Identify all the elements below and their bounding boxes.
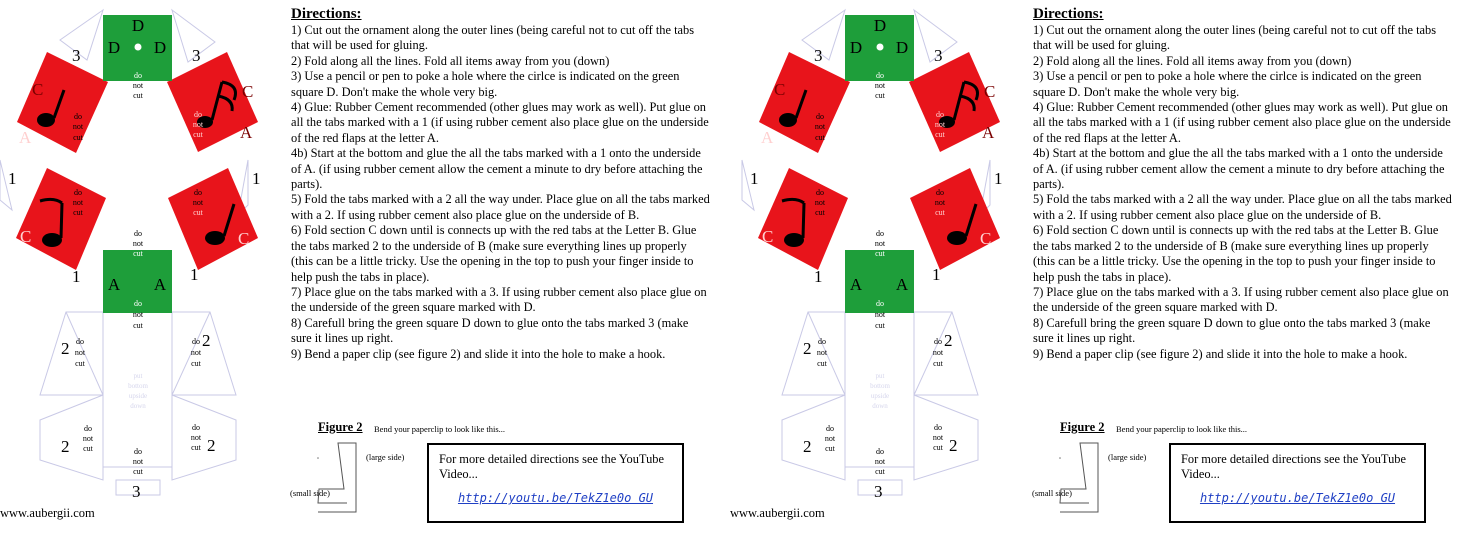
svg-text:cut: cut <box>73 208 83 217</box>
svg-text:2: 2 <box>202 331 211 350</box>
letter-a: A <box>761 128 774 147</box>
svg-text:2: 2 <box>61 339 70 358</box>
directions-text <box>1033 6 1453 362</box>
svg-text:cut: cut <box>193 130 203 139</box>
direction-step: 5) Fold the tabs marked with a 2 all the way under. Place glue on all the tabs marked with a 2. If using rubber cement also place glue on the underside of B. <box>291 192 710 222</box>
letter-d: D <box>873 16 887 35</box>
svg-text:cut: cut <box>133 249 143 258</box>
svg-text:not: not <box>72 122 84 131</box>
svg-text:not: not <box>72 198 84 207</box>
letter-c: C <box>984 82 996 101</box>
svg-text:do: do <box>936 188 944 197</box>
svg-text:do: do <box>876 229 884 238</box>
svg-text:cut: cut <box>133 91 143 100</box>
paperclip-figure <box>318 443 356 512</box>
svg-text:upside: upside <box>128 392 148 400</box>
svg-text:1: 1 <box>72 267 81 286</box>
ornament-sheet-left <box>0 0 720 542</box>
svg-text:not: not <box>192 120 204 129</box>
video-info-box <box>1169 443 1426 523</box>
direction-step: 4b) Start at the bottom and glue the all the tabs marked with a 1 onto the underside of A. (if using rubber cement allow the cement a minute to dry before attaching the parts). <box>1033 146 1445 192</box>
video-info-box <box>427 443 684 523</box>
svg-text:not: not <box>934 198 946 207</box>
svg-text:3: 3 <box>814 46 823 65</box>
svg-text:1: 1 <box>252 169 261 188</box>
directions-title: Directions: <box>291 6 362 22</box>
svg-text:1: 1 <box>932 265 941 284</box>
svg-text:do: do <box>934 337 942 346</box>
svg-text:cut: cut <box>875 321 885 330</box>
svg-text:2: 2 <box>803 339 812 358</box>
svg-text:cut: cut <box>935 130 945 139</box>
letter-a: A <box>849 275 863 294</box>
svg-text:not: not <box>132 239 144 248</box>
direction-step: 9) Bend a paper clip (see figure 2) and slide it into the hole to make a hook. <box>1033 346 1408 361</box>
direction-step: 6) Fold section C down until is connects up with the red tabs at the Letter B. Glue the tabs marked 2 to the underside of B (make sure everything lines up properly (this can be a little tricky. Use the opening in the top to push your finger inside to help push the tabs in place). <box>1033 223 1439 284</box>
direction-step: 1) Cut out the ornament along the outer lines (being careful not to cut off the tabs that will be used for gluing. <box>1033 23 1437 53</box>
svg-text:do: do <box>194 188 202 197</box>
svg-text:1: 1 <box>8 169 17 188</box>
svg-text:do: do <box>816 188 824 197</box>
svg-text:not: not <box>816 348 828 357</box>
svg-text:do: do <box>76 337 84 346</box>
direction-step: 7) Place glue on the tabs marked with a 3. If using rubber cement also place glue on the underside of the green square marked with D. <box>1033 284 1449 315</box>
figure-title: Figure 2 <box>318 420 363 434</box>
svg-text:cut: cut <box>191 359 201 368</box>
svg-text:do: do <box>74 112 82 121</box>
direction-step: 8) Carefull bring the green square D down to glue onto the tabs marked 3 (make sure it lines up right. <box>291 315 689 346</box>
ornament-sheet-right <box>730 0 1452 542</box>
letter-c: C <box>238 229 250 248</box>
svg-text:do: do <box>134 71 142 80</box>
svg-text:cut: cut <box>935 208 945 217</box>
svg-text:2: 2 <box>949 436 958 455</box>
svg-text:not: not <box>132 310 144 319</box>
faint-orientation-text <box>870 372 890 410</box>
svg-text:not: not <box>932 348 944 357</box>
svg-text:do: do <box>134 299 142 308</box>
svg-text:1: 1 <box>750 169 759 188</box>
svg-text:do: do <box>84 424 92 433</box>
small-side-label: (small side) <box>290 488 330 498</box>
svg-text:1: 1 <box>190 265 199 284</box>
video-info-text: For more detailed directions see the YouTube Video... <box>439 452 664 481</box>
svg-text:2: 2 <box>61 437 70 456</box>
hole-marker-icon <box>135 44 142 51</box>
letter-c: C <box>774 80 786 99</box>
svg-text:cut: cut <box>933 359 943 368</box>
letter-d: D <box>849 38 863 57</box>
figure-caption: Bend your paperclip to look like this... <box>1116 424 1248 434</box>
svg-text:not: not <box>874 310 886 319</box>
figure-caption: Bend your paperclip to look like this... <box>374 424 506 434</box>
large-side-label: (large side) <box>1108 452 1147 462</box>
letter-d: D <box>131 16 145 35</box>
svg-text:down: down <box>130 402 146 410</box>
svg-text:cut: cut <box>193 208 203 217</box>
directions-text <box>291 6 711 362</box>
youtube-link[interactable]: http://youtu.be/TekZ1e0o GU <box>1199 491 1396 505</box>
direction-step: 8) Carefull bring the green square D down to glue onto the tabs marked 3 (make sure it lines up right. <box>1033 315 1431 346</box>
svg-text:do: do <box>816 112 824 121</box>
svg-text:do: do <box>134 447 142 456</box>
svg-text:cut: cut <box>933 443 943 452</box>
svg-text:cut: cut <box>817 359 827 368</box>
svg-text:3: 3 <box>132 482 141 501</box>
letter-d: D <box>153 38 167 57</box>
svg-text:not: not <box>190 348 202 357</box>
svg-text:not: not <box>190 433 202 442</box>
svg-text:do: do <box>134 229 142 238</box>
svg-text:do: do <box>876 71 884 80</box>
letter-c: C <box>980 229 992 248</box>
svg-text:cut: cut <box>815 208 825 217</box>
svg-text:2: 2 <box>803 437 812 456</box>
video-info-text: For more detailed directions see the YouTube Video... <box>1181 452 1406 481</box>
svg-text:not: not <box>874 81 886 90</box>
direction-step: 2) Fold along all the lines. Fold all items away from you (down) <box>1033 53 1352 68</box>
svg-text:not: not <box>814 198 826 207</box>
svg-text:do: do <box>936 110 944 119</box>
letter-c: C <box>20 227 32 246</box>
svg-text:cut: cut <box>875 467 885 476</box>
svg-text:bottom: bottom <box>128 382 148 390</box>
direction-step: 3) Use a pencil or pen to poke a hole where the cirlce is indicated on the green square D. Don't make the whole very big. <box>291 69 680 99</box>
svg-text:1: 1 <box>814 267 823 286</box>
svg-text:cut: cut <box>75 359 85 368</box>
svg-text:down: down <box>872 402 888 410</box>
svg-text:3: 3 <box>192 46 201 65</box>
letter-d: D <box>107 38 121 57</box>
svg-text:not: not <box>824 434 836 443</box>
faint-orientation-text <box>128 372 148 410</box>
direction-step: 1) Cut out the ornament along the outer lines (being careful not to cut off the tabs that will be used for gluing. <box>291 23 695 53</box>
direction-step: 3) Use a pencil or pen to poke a hole where the cirlce is indicated on the green square D. Don't make the whole very big. <box>1033 69 1422 99</box>
directions-title: Directions: <box>1033 6 1104 22</box>
svg-text:not: not <box>192 198 204 207</box>
svg-text:cut: cut <box>825 444 835 453</box>
large-side-label: (large side) <box>366 452 405 462</box>
svg-text:not: not <box>132 457 144 466</box>
direction-step: 7) Place glue on the tabs marked with a 3. If using rubber cement also place glue on the underside of the green square marked with D. <box>291 284 707 315</box>
letter-a: A <box>895 275 909 294</box>
letter-c: C <box>762 227 774 246</box>
svg-text:do: do <box>876 447 884 456</box>
svg-text:not: not <box>132 81 144 90</box>
direction-step: 4) Glue: Rubber Cement recommended (other glues may work as well). Put glue on all the tabs marked with a 1 (if using rubber cement also place glue on the underside of the red flaps at the letter A. <box>291 100 709 145</box>
svg-text:do: do <box>818 337 826 346</box>
svg-text:put: put <box>875 372 885 380</box>
letter-c: C <box>242 82 254 101</box>
svg-text:bottom: bottom <box>870 382 890 390</box>
svg-text:not: not <box>874 457 886 466</box>
svg-text:cut: cut <box>875 91 885 100</box>
small-side-label: (small side) <box>1032 488 1072 498</box>
svg-text:cut: cut <box>191 443 201 452</box>
svg-text:not: not <box>934 120 946 129</box>
svg-text:do: do <box>826 424 834 433</box>
letter-a: A <box>240 123 253 142</box>
figure-title: Figure 2 <box>1060 420 1105 434</box>
svg-text:cut: cut <box>133 467 143 476</box>
direction-step: 9) Bend a paper clip (see figure 2) and slide it into the hole to make a hook. <box>291 346 666 361</box>
svg-text:not: not <box>932 433 944 442</box>
svg-text:do: do <box>194 110 202 119</box>
svg-text:put: put <box>133 372 143 380</box>
letter-a: A <box>982 123 995 142</box>
paperclip-figure <box>1060 443 1098 512</box>
svg-text:not: not <box>814 122 826 131</box>
direction-step: 5) Fold the tabs marked with a 2 all the way under. Place glue on all the tabs marked with a 2. If using rubber cement also place glue on the underside of B. <box>1033 192 1452 222</box>
direction-step: 6) Fold section C down until is connects up with the red tabs at the Letter B. Glue the tabs marked 2 to the underside of B (make sure everything lines up properly (this can be a little tricky. Use the opening in the top to push your finger inside to help push the tabs in place). <box>291 223 697 284</box>
svg-text:not: not <box>874 239 886 248</box>
svg-text:do: do <box>74 188 82 197</box>
direction-step: 2) Fold along all the lines. Fold all items away from you (down) <box>291 53 610 68</box>
svg-text:3: 3 <box>934 46 943 65</box>
svg-text:not: not <box>74 348 86 357</box>
svg-text:2: 2 <box>944 331 953 350</box>
svg-text:3: 3 <box>72 46 81 65</box>
svg-text:1: 1 <box>994 169 1003 188</box>
svg-text:do: do <box>192 337 200 346</box>
letter-d: D <box>895 38 909 57</box>
hole-marker-icon <box>877 44 884 51</box>
direction-step: 4) Glue: Rubber Cement recommended (other glues may work as well). Put glue on all the tabs marked with a 1 (if using rubber cement also place glue on the underside of the red flaps at the letter A. <box>1033 100 1451 145</box>
letter-a: A <box>153 275 167 294</box>
letter-c: C <box>32 80 44 99</box>
svg-text:2: 2 <box>207 436 216 455</box>
website-footer: www.aubergii.com <box>0 506 95 520</box>
svg-text:cut: cut <box>815 133 825 142</box>
direction-step: 4b) Start at the bottom and glue the all the tabs marked with a 1 onto the underside of A. (if using rubber cement allow the cement a minute to dry before attaching the parts). <box>291 146 703 192</box>
svg-text:cut: cut <box>133 321 143 330</box>
letter-a: A <box>19 128 32 147</box>
svg-text:cut: cut <box>875 249 885 258</box>
svg-text:upside: upside <box>870 392 890 400</box>
svg-text:do: do <box>876 299 884 308</box>
svg-text:not: not <box>82 434 94 443</box>
website-footer: www.aubergii.com <box>730 506 825 520</box>
svg-text:cut: cut <box>73 133 83 142</box>
svg-text:do: do <box>934 423 942 432</box>
svg-text:3: 3 <box>874 482 883 501</box>
svg-text:do: do <box>192 423 200 432</box>
youtube-link[interactable]: http://youtu.be/TekZ1e0o GU <box>457 491 654 505</box>
svg-text:cut: cut <box>83 444 93 453</box>
letter-a: A <box>107 275 121 294</box>
